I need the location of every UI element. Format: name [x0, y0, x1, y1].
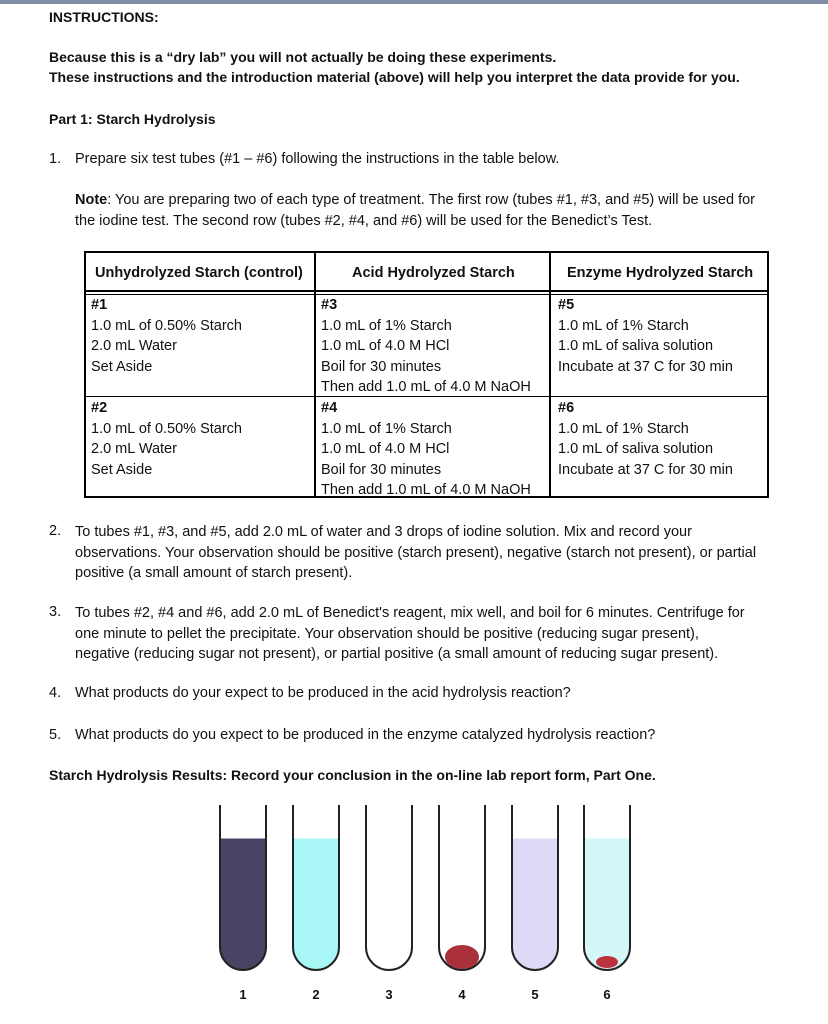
cell-line: 1.0 mL of 4.0 M HCl — [321, 441, 450, 457]
table-cell — [321, 295, 531, 398]
cell-line: Boil for 30 minutes — [321, 358, 442, 375]
tube-liquid — [512, 839, 558, 970]
step1-number: 1. — [49, 151, 62, 167]
cell-line: Then add 1.0 mL of 4.0 M NaOH — [321, 482, 531, 498]
step4-number: 4. — [49, 685, 62, 701]
tube-id: #3 — [321, 297, 338, 313]
results-title: Starch Hydrolysis Results: Record your conclusion in the on-line lab report form, Part One. — [49, 767, 656, 783]
step3-line: one minute to pellet the precipitate. Your observation should be positive (reducing sugar present), — [75, 625, 699, 642]
tube-label-3: 3 — [385, 987, 393, 1002]
cell-line: 1.0 mL of 1% Starch — [321, 317, 452, 334]
tube-label-2: 2 — [312, 987, 320, 1002]
tube-label-1: 1 — [239, 987, 247, 1002]
step2-text — [75, 522, 756, 584]
tube-liquid — [584, 839, 630, 970]
tube-label-5: 5 — [531, 987, 539, 1002]
step2-line: To tubes #1, #3, and #5, add 2.0 mL of water and 3 drops of iodine solution. Mix and record your — [75, 524, 692, 540]
cell-line: 2.0 mL Water — [91, 338, 177, 354]
table-cell — [91, 295, 242, 377]
step3-line: To tubes #2, #4 and #6, add 2.0 mL of Benedict's reagent, mix well, and boil for 6 minutes. Centrifuge for — [75, 605, 745, 621]
step1-text: Prepare six test tubes (#1 – #6) following the instructions in the table below. — [75, 151, 560, 167]
tube-outline — [366, 805, 412, 970]
table-cell — [321, 398, 531, 501]
cell-line: 1.0 mL of 1% Starch — [558, 420, 689, 437]
tube-precipitate — [596, 956, 618, 968]
note-paragraph — [75, 190, 755, 231]
top-rule — [0, 0, 828, 4]
step4-text: What products do your expect to be produced in the acid hydrolysis reaction? — [75, 685, 571, 701]
tube-id: #6 — [558, 400, 575, 416]
test-tube-5 — [512, 805, 558, 970]
test-tube-2 — [293, 805, 339, 970]
cell-line: 1.0 mL of 0.50% Starch — [91, 420, 242, 437]
step3-number: 3. — [49, 604, 62, 620]
step2-number: 2. — [49, 523, 62, 539]
cell-line: 1.0 mL of saliva solution — [558, 441, 714, 457]
cell-line: Incubate at 37 C for 30 min — [558, 358, 733, 375]
note-label: Note — [75, 192, 108, 208]
step2-line: positive (a small amount of starch present). — [75, 565, 353, 581]
instructions-heading: INSTRUCTIONS: — [49, 9, 159, 25]
tube-liquid — [220, 839, 266, 970]
table-header-enzyme: Enzyme Hydrolyzed Starch — [567, 265, 754, 281]
step5-number: 5. — [49, 727, 62, 743]
tube-id: #5 — [558, 297, 575, 313]
table-cell — [558, 398, 733, 480]
cell-line: 1.0 mL of 1% Starch — [321, 420, 452, 437]
part1-title: Part 1: Starch Hydrolysis — [49, 111, 216, 127]
test-tube-4 — [439, 805, 485, 970]
tube-id: #1 — [91, 297, 108, 313]
note-line-2: the iodine test. The second row (tubes #2, #4, and #6) will be used for the Benedict’s Test. — [75, 212, 653, 229]
step3-text — [75, 603, 745, 665]
cell-line: Then add 1.0 mL of 4.0 M NaOH — [321, 379, 531, 395]
table-cell — [558, 295, 733, 377]
tube-id: #2 — [91, 400, 108, 416]
table-header-rule — [86, 290, 767, 292]
cell-line: 1.0 mL of 4.0 M HCl — [321, 338, 450, 354]
step5-text: What products do you expect to be produced in the enzyme catalyzed hydrolysis reaction? — [75, 727, 656, 743]
cell-line: Set Aside — [91, 358, 153, 375]
cell-line: Set Aside — [91, 461, 153, 478]
tube-precipitate — [445, 945, 479, 969]
table-header-acid: Acid Hydrolyzed Starch — [352, 265, 515, 281]
cell-line: 1.0 mL of 1% Starch — [558, 317, 689, 334]
table-cell — [91, 398, 242, 480]
test-tube-6 — [584, 805, 630, 970]
intro-line-1: Because this is a “dry lab” you will not actually be doing these experiments. — [49, 49, 557, 65]
test-tube-1 — [220, 805, 266, 970]
tube-liquid — [293, 839, 339, 970]
test-tubes-figure — [0, 800, 828, 1020]
tube-id: #4 — [321, 400, 338, 416]
step3-line: negative (reducing sugar not present), or partial positive (a small amount of reducing sugar present). — [75, 646, 719, 662]
intro-line-2: These instructions and the introduction material (above) will help you interpret the data provide for you. — [49, 69, 740, 85]
cell-line: 1.0 mL of saliva solution — [558, 338, 714, 354]
cell-line: 2.0 mL Water — [91, 441, 177, 457]
preparation-table — [84, 251, 769, 498]
tube-label-6: 6 — [603, 987, 611, 1002]
test-tube-3 — [366, 805, 412, 970]
cell-line: Incubate at 37 C for 30 min — [558, 461, 733, 478]
tube-label-4: 4 — [458, 987, 466, 1002]
cell-line: 1.0 mL of 0.50% Starch — [91, 317, 242, 334]
table-header-control: Unhydrolyzed Starch (control) — [95, 265, 303, 281]
note-line-1: : You are preparing two of each type of treatment. The first row (tubes #1, #3, and #5) will be used for — [107, 192, 756, 208]
step2-line: observations. Your observation should be positive (starch present), negative (starch not present), or partial — [75, 544, 757, 561]
cell-line: Boil for 30 minutes — [321, 461, 442, 478]
